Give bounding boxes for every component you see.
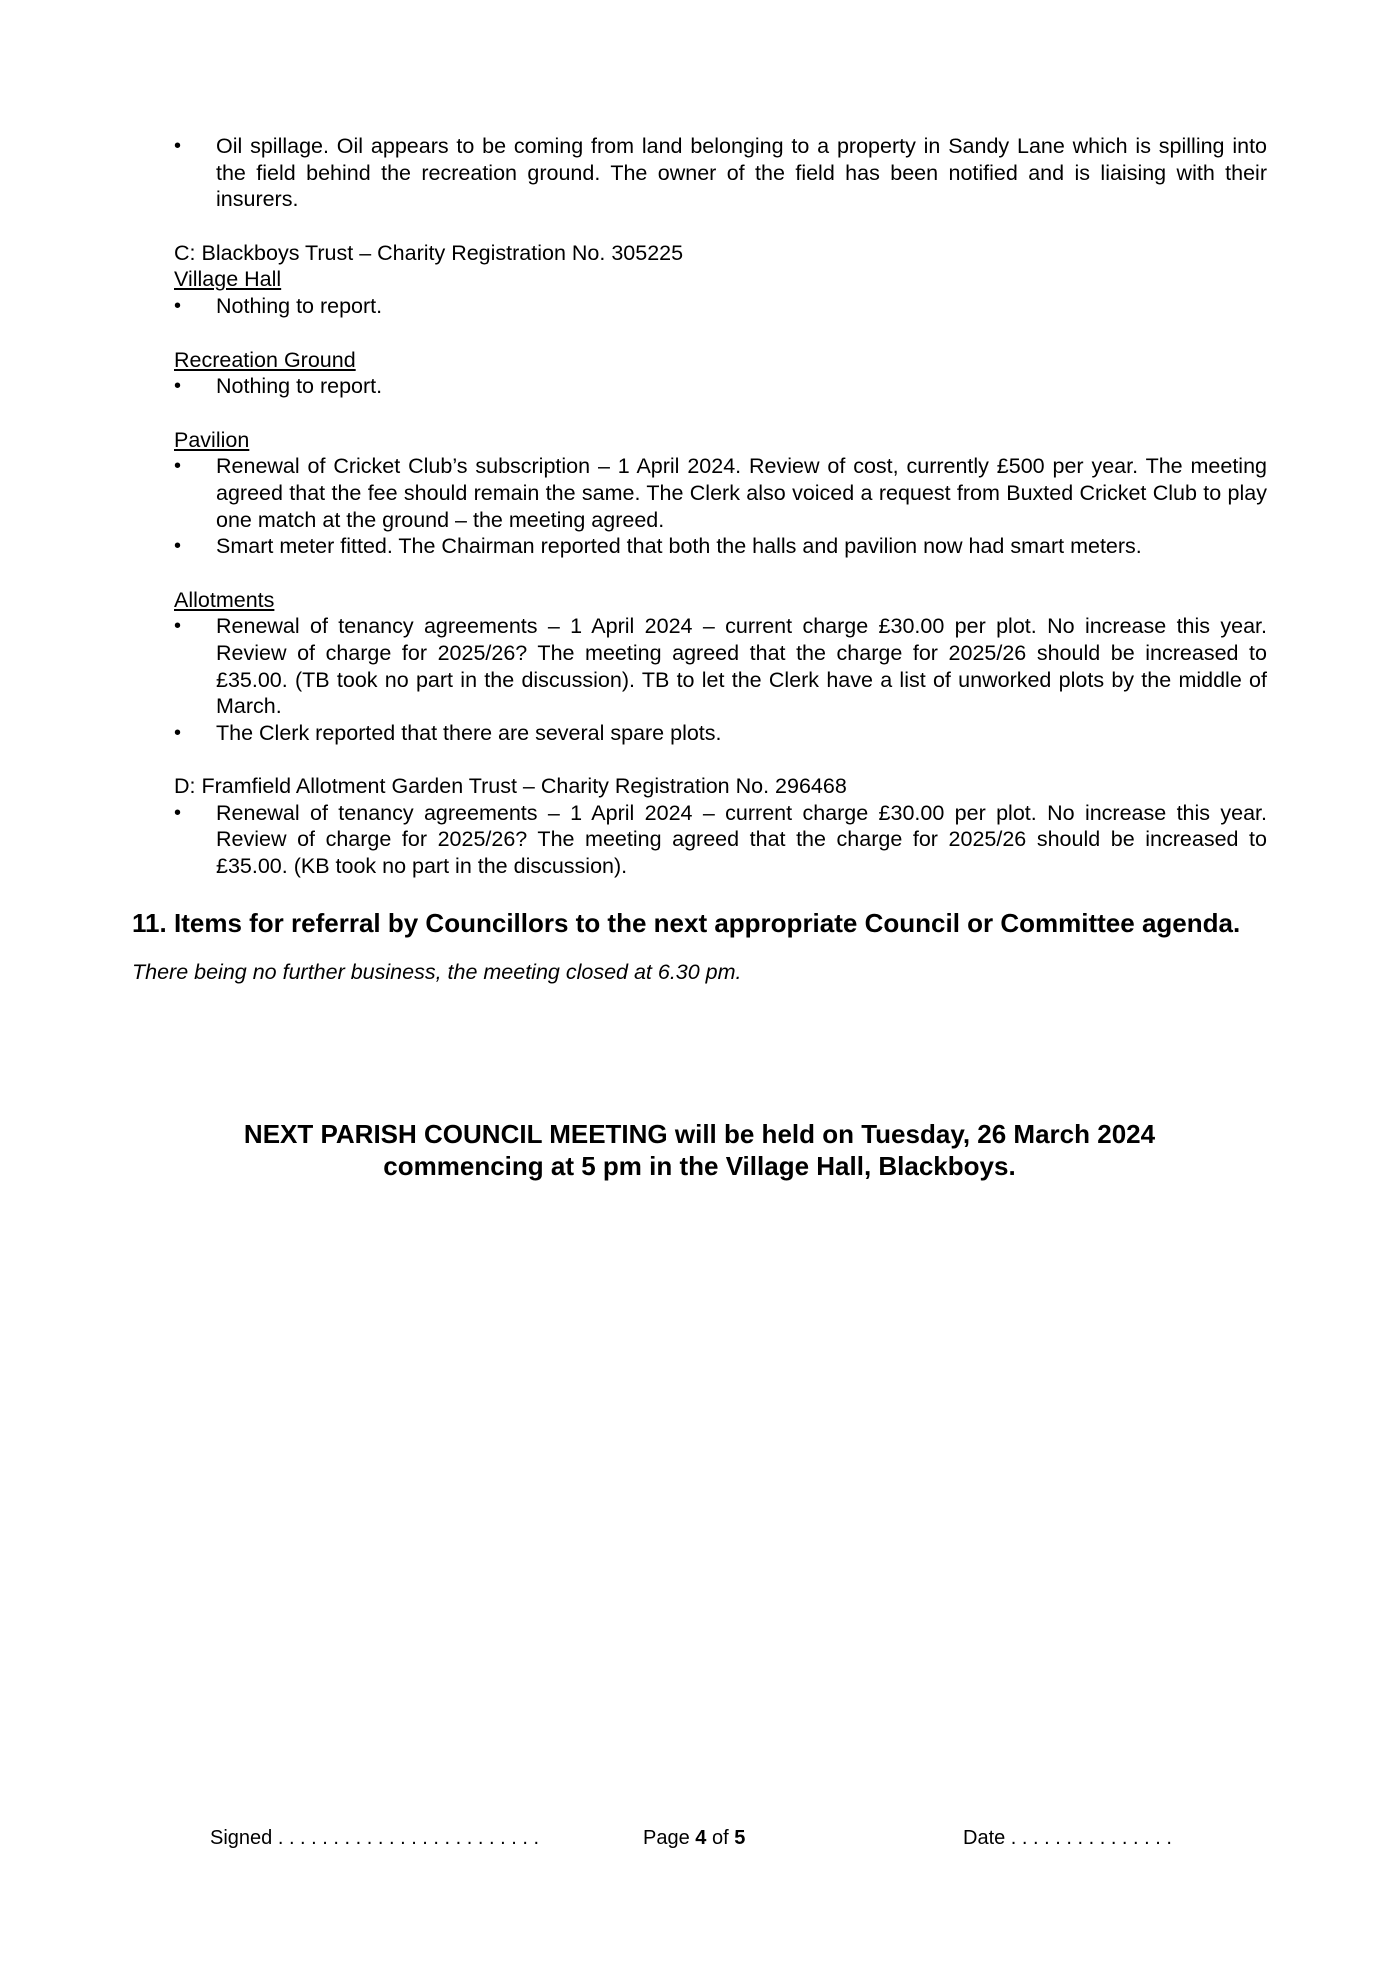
section-c-title: C: Blackboys Trust – Charity Registration No. 305225 — [174, 240, 684, 265]
page-footer — [0, 1827, 1389, 1857]
agenda-item-number: 11. — [132, 907, 167, 938]
next-meeting-line-1: NEXT PARISH COUNCIL MEETING will be held on Tuesday, 26 March 2024 — [243, 1119, 1156, 1149]
list-item: • Renewal of tenancy agreements – 1 April 2024 – current charge £30.00 per plot. No increase this year. Review of charge for 2025/26? The meeting agreed that the charge for 2025/26 should be increased to £35.00. (TB took no part in the discussion). TB to let the Clerk have a list of unworked plots by the middle of March. — [174, 613, 1267, 719]
village-hall-heading: Village Hall — [174, 267, 282, 292]
signed-line: Signed . . . . . . . . . . . . . . . . . . . . . . . . — [210, 1827, 539, 1849]
allotments-bullets — [174, 613, 1267, 746]
list-item: • Renewal of tenancy agreements – 1 April 2024 – current charge £30.00 per plot. No increase this year. Review of charge for 2025/26? The meeting agreed that the charge for 2025/26 should be increased to £35.00. (KB took no part in the discussion). — [174, 800, 1267, 880]
minutes-body — [132, 133, 1267, 985]
recreation-ground-bullets — [174, 373, 1267, 400]
page-total: 5 — [734, 1827, 746, 1849]
list-item: • Oil spillage. Oil appears to be coming from land belonging to a property in Sandy Lane which is spilling into the field behind the recreation ground. The owner of the field has been notified and is liaising with their insurers. — [174, 133, 1267, 213]
next-meeting-line-2: commencing at 5 pm in the Village Hall, Blackboys. — [383, 1151, 1016, 1181]
list-item: • The Clerk reported that there are several spare plots. — [174, 720, 1267, 747]
list-item: • Nothing to report. — [174, 293, 1267, 320]
page-prefix: Page — [643, 1827, 696, 1849]
section-d-bullets — [174, 800, 1267, 880]
page-current: 4 — [695, 1827, 707, 1849]
page-number — [643, 1827, 745, 1850]
next-meeting-notice — [132, 1118, 1267, 1182]
section-d-title: D: Framfield Allotment Garden Trust – Charity Registration No. 296468 — [174, 774, 847, 799]
village-hall-bullets — [174, 293, 1267, 320]
list-item: • Renewal of Cricket Club’s subscription – 1 April 2024. Review of cost, currently £500 per year. The meeting agreed that the fee should remain the same. The Clerk also voiced a request from Buxted Cricket Club to play one match at the ground – the meeting agreed. — [174, 453, 1267, 533]
recreation-ground-heading: Recreation Ground — [174, 347, 356, 372]
list-item: • Nothing to report. — [174, 373, 1267, 400]
section-c — [174, 240, 1267, 293]
section-d — [174, 773, 1267, 800]
list-item: • Smart meter fitted. The Chairman reported that both the halls and pavilion now had smart meters. — [174, 533, 1267, 560]
agenda-item-title: Items for referral by Councillors to the next appropriate Council or Committee agenda. — [174, 907, 1241, 938]
pavilion-bullets — [174, 453, 1267, 559]
page-of: of — [706, 1827, 735, 1849]
allotments-heading: Allotments — [174, 587, 275, 612]
section-b-bullets — [174, 133, 1267, 213]
date-line: Date . . . . . . . . . . . . . . . — [963, 1827, 1172, 1849]
closing-note: There being no further business, the meeting closed at 6.30 pm. — [132, 959, 742, 984]
pavilion-heading: Pavilion — [174, 427, 250, 452]
agenda-item-11-heading — [132, 907, 1267, 939]
